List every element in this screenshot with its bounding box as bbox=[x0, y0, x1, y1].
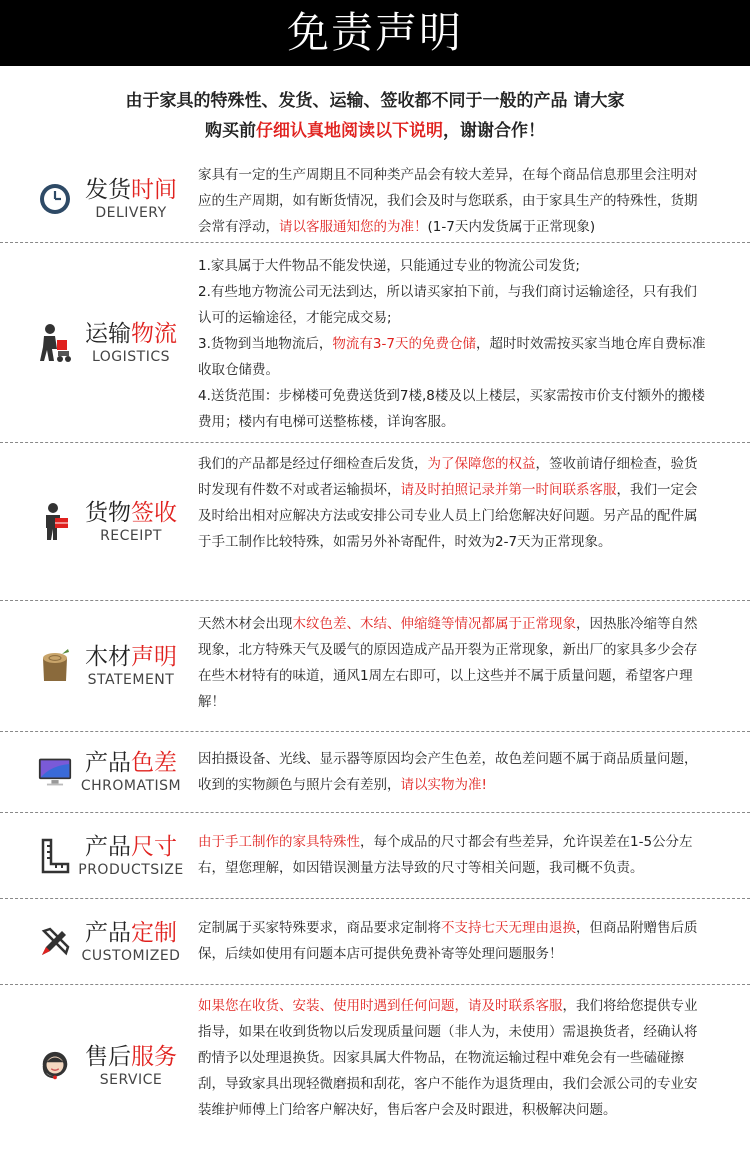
section-title: 产品 bbox=[85, 919, 131, 946]
section-title-highlight: 定制 bbox=[131, 919, 177, 946]
section-customized bbox=[0, 899, 750, 985]
body-text: (1-7天内发货属于正常现象) bbox=[427, 219, 596, 235]
section-title-highlight: 色差 bbox=[131, 750, 177, 776]
pencil-ruler-icon bbox=[38, 922, 72, 962]
section-chromatism bbox=[0, 732, 750, 813]
body-paragraph bbox=[198, 383, 710, 435]
section-body bbox=[198, 899, 710, 967]
intro-line-2-highlight: 仔细认真地阅读以下说明 bbox=[256, 121, 443, 141]
delivery-person-icon bbox=[38, 323, 72, 363]
body-text-highlight: 不支持七天无理由退换 bbox=[441, 920, 576, 936]
section-title-highlight: 物流 bbox=[131, 320, 177, 347]
section-title: 售后 bbox=[85, 1044, 131, 1070]
body-text-highlight: 如果您在收货、安装、使用时遇到任何问题，请及时联系客服 bbox=[198, 998, 563, 1014]
package-person-icon bbox=[38, 502, 72, 542]
section-title: 木材 bbox=[85, 644, 131, 670]
disclaimer-sections bbox=[0, 156, 750, 1147]
clock-icon bbox=[38, 179, 72, 219]
section-title-highlight: 尺寸 bbox=[131, 833, 177, 860]
page-header bbox=[0, 0, 750, 66]
section-title: 运输 bbox=[85, 320, 131, 347]
body-text: 我们的产品都是经过仔细检查后发货， bbox=[198, 456, 428, 472]
body-text: 天然木材会出现 bbox=[198, 616, 293, 632]
section-body bbox=[198, 601, 710, 715]
section-title: 产品 bbox=[85, 833, 131, 860]
section-productsize bbox=[0, 813, 750, 899]
section-body bbox=[198, 243, 710, 435]
section-body bbox=[198, 443, 710, 555]
body-text: ，每个成品的尺寸都会有些差异，允许误差在1-5公分左右，望您理解，如因错误测量方法导致的尺寸等相关问题，我司概不负责。 bbox=[198, 834, 693, 876]
body-text: ，因热胀冷缩等自然现象，北方特殊天气及暖气的原因造成产品开裂为正常现象，新出厂的家具多少会存在些木材特有的味道，通风1周左右即可，以上这些并不属于质量问题，希望客户理解！ bbox=[198, 616, 698, 710]
section-service bbox=[0, 985, 750, 1147]
ruler-icon bbox=[38, 836, 72, 876]
body-text: 因拍摄设备、光线、显示器等原因均会产生色差，故色差问题不属于商品质量问题，收到的实物颜色与照片会有差别， bbox=[198, 751, 698, 793]
section-title-highlight: 服务 bbox=[131, 1044, 177, 1070]
monitor-icon bbox=[38, 752, 72, 792]
section-subtitle: CUSTOMIZED bbox=[81, 947, 181, 964]
section-subtitle: STATEMENT bbox=[87, 672, 175, 688]
section-title-highlight: 声明 bbox=[131, 644, 177, 670]
section-subtitle: LOGISTICS bbox=[91, 348, 171, 365]
section-title-highlight: 签收 bbox=[131, 499, 177, 526]
intro-line-2-end: ，谢谢合作！ bbox=[443, 121, 545, 141]
section-body bbox=[198, 732, 710, 798]
intro-line-1: 由于家具的特殊性、发货、运输、签收都不同于一般的产品 请大家 bbox=[125, 91, 625, 111]
section-receipt bbox=[0, 443, 750, 601]
section-title: 产品 bbox=[85, 750, 131, 776]
section-body bbox=[198, 813, 710, 881]
section-subtitle: CHROMATISM bbox=[80, 778, 182, 794]
section-title: 发货 bbox=[85, 177, 131, 203]
body-text-highlight: 请以客服通知您的为准！ bbox=[279, 219, 428, 235]
intro-text bbox=[0, 86, 750, 146]
body-text-highlight: 物流有3-7天的免费仓储 bbox=[332, 336, 476, 352]
body-paragraph bbox=[198, 331, 710, 383]
body-text: 定制属于买家特殊要求，商品要求定制将 bbox=[198, 920, 441, 936]
body-text-highlight: 由于手工制作的家具特殊性 bbox=[198, 834, 360, 850]
section-subtitle: DELIVERY bbox=[95, 205, 167, 221]
section-subtitle: PRODUCTSIZE bbox=[78, 861, 184, 878]
body-text: 家具有一定的生产周期且不同种类产品会有较大差异，在每个商品信息那里会注明对应的生产周期，如有断货情况，我们会及时与您联系，由于家具生产的特殊性，货期会常有浮动， bbox=[198, 167, 698, 235]
section-title-highlight: 时间 bbox=[131, 177, 177, 203]
page-title: 免责声明 bbox=[286, 8, 463, 57]
customer-service-icon bbox=[38, 1046, 72, 1086]
section-statement bbox=[0, 601, 750, 732]
body-text: ，我们将给您提供专业指导，如果在收到货物以后发现质量问题（非人为，未使用）需退换货者，经确认将酌情予以处理退换货。因家具属大件物品，在物流运输过程中难免会有一些磕碰擦刮，导致家具出现轻微磨损和刮花，客户不能作为退货理由，我们会派公司的专业安装维护师傅上门给客户解决好，售后客户会及时跟进，积极解决问题。 bbox=[198, 998, 698, 1118]
body-text-highlight: 请及时拍照记录并第一时间联系客服 bbox=[400, 482, 617, 498]
body-text: 1.家具属于大件物品不能发快递，只能通过专业的物流公司发货; bbox=[198, 258, 580, 274]
body-text: ，我们一定会及时给出相对应解决方法或安排公司专业人员上门给您解决好问题。另产品的配件属于手工制作比较特殊，如需另外补寄配件，时效为2-7天为正常现象。 bbox=[198, 482, 698, 550]
section-body bbox=[198, 985, 710, 1123]
body-text: 2.有些地方物流公司无法到达，所以请买家拍下前，与我们商讨运输途径，只有我们认可的运输途径，才能完成交易; bbox=[198, 284, 697, 326]
body-text: 3.货物到当地物流后， bbox=[198, 336, 333, 352]
body-paragraph bbox=[198, 279, 710, 331]
wood-stump-icon bbox=[38, 646, 72, 686]
body-text-highlight: 请以实物为准! bbox=[400, 777, 487, 793]
body-text: ，超时时效需按买家当地仓库自费标准收取仓储费。 bbox=[198, 336, 706, 378]
body-paragraph bbox=[198, 253, 710, 279]
intro-line-2 bbox=[0, 116, 750, 146]
intro-line-2-start: 购买前 bbox=[205, 121, 256, 141]
body-text: ，签收前请仔细检查，验货时发现有件数不对或者运输损坏， bbox=[198, 456, 698, 498]
section-title: 货物 bbox=[85, 499, 131, 526]
section-delivery bbox=[0, 156, 750, 243]
body-text-highlight: 木纹色差、木结、伸缩缝等情况都属于正常现象 bbox=[292, 616, 576, 632]
body-text: 4.送货范围：步梯楼可免费送货到7楼,8楼及以上楼层，买家需按市价支付额外的搬楼费用；楼内有电梯可送整栋楼，详询客服。 bbox=[198, 388, 705, 430]
body-text: ，但商品附赠售后质保，后续如使用有问题本店可提供免费补寄等处理问题服务！ bbox=[198, 920, 698, 962]
section-body bbox=[198, 156, 710, 240]
body-text-highlight: 为了保障您的权益 bbox=[427, 456, 536, 472]
section-subtitle: RECEIPT bbox=[100, 527, 162, 544]
section-subtitle: SERVICE bbox=[99, 1072, 163, 1088]
section-logistics bbox=[0, 243, 750, 443]
